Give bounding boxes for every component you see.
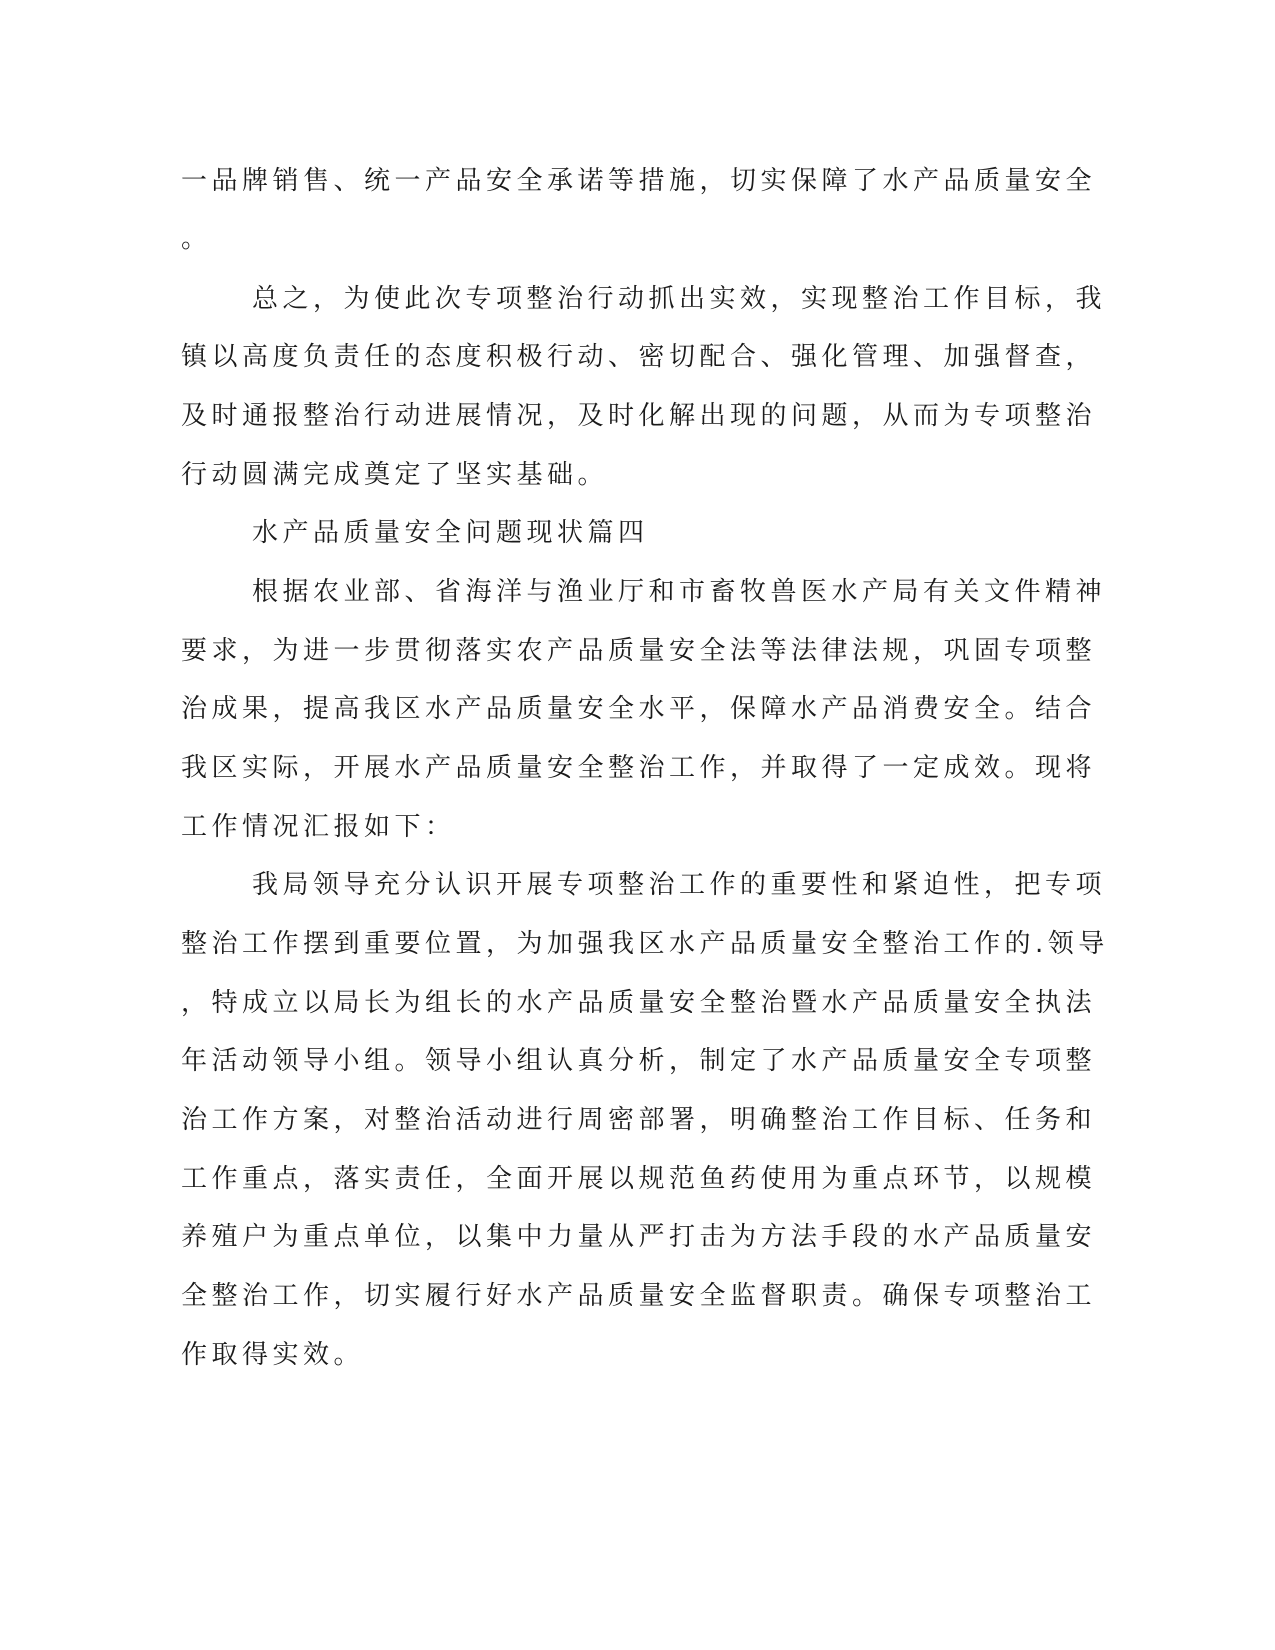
text-line: 作取得实效。 bbox=[181, 1340, 365, 1370]
text-line: 镇以高度负责任的态度积极行动、密切配合、强化管理、加强督查， bbox=[181, 342, 1097, 372]
text-line: 我区实际，开展水产品质量安全整治工作，并取得了一定成效。现将 bbox=[181, 753, 1097, 783]
text-line: ，特成立以局长为组长的水产品质量安全整治暨水产品质量安全执法 bbox=[181, 988, 1097, 1018]
text-line: 全整治工作，切实履行好水产品质量安全监督职责。确保专项整治工 bbox=[181, 1281, 1097, 1311]
text-line: 年活动领导小组。领导小组认真分析，制定了水产品质量安全专项整 bbox=[181, 1046, 1097, 1076]
text-line: 工作情况汇报如下： bbox=[181, 812, 456, 842]
text-line: 根据农业部、省海洋与渔业厅和市畜牧兽医水产局有关文件精神 bbox=[252, 577, 1107, 607]
text-line: 治工作方案，对整治活动进行周密部署，明确整治工作目标、任务和 bbox=[181, 1105, 1097, 1135]
text-line: 我局领导充分认识开展专项整治工作的重要性和紧迫性，把专项 bbox=[252, 870, 1107, 900]
text-line: 及时通报整治行动进展情况，及时化解出现的问题，从而为专项整治 bbox=[181, 401, 1097, 431]
text-line: 行动圆满完成奠定了坚实基础。 bbox=[181, 460, 609, 490]
text-line: 。 bbox=[181, 224, 212, 254]
text-line: 要求，为进一步贯彻落实农产品质量安全法等法律法规，巩固专项整 bbox=[181, 636, 1097, 666]
text-line: 总之，为使此次专项整治行动抓出实效，实现整治工作目标，我 bbox=[252, 284, 1107, 314]
text-line: 治成果，提高我区水产品质量安全水平，保障水产品消费安全。结合 bbox=[181, 694, 1097, 724]
section-heading: 水产品质量安全问题现状篇四 bbox=[252, 518, 649, 548]
text-line: 养殖户为重点单位，以集中力量从严打击为方法手段的水产品质量安 bbox=[181, 1222, 1097, 1252]
text-line: 一品牌销售、统一产品安全承诺等措施，切实保障了水产品质量安全 bbox=[181, 166, 1097, 196]
text-line: 工作重点，落实责任，全面开展以规范鱼药使用为重点环节，以规模 bbox=[181, 1164, 1097, 1194]
text-line: 整治工作摆到重要位置，为加强我区水产品质量安全整治工作的.领导 bbox=[181, 929, 1109, 959]
